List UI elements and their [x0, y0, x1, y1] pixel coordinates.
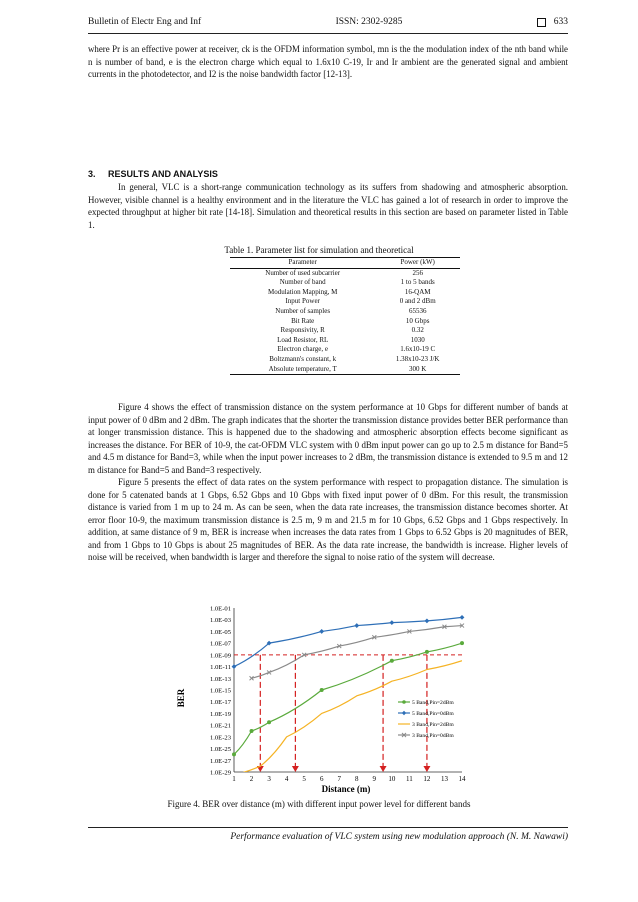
page-footer: Performance evaluation of VLC system using new modulation approach (N. M. Nawawi): [230, 832, 568, 842]
parameter-cell: Absolute temperature, T: [230, 365, 375, 375]
parameter-cell: Number of used subcarrier: [265, 268, 341, 277]
value-cell: 0 and 2 dBm: [399, 297, 436, 306]
table-row: [230, 336, 460, 346]
value-cell: 1 to 5 bands: [400, 278, 435, 287]
x-axis-label: Distance (m): [321, 784, 371, 794]
data-point: [460, 615, 465, 620]
table-body: [230, 268, 460, 375]
parameter-table: [230, 257, 460, 375]
table-row: [230, 365, 460, 375]
value-cell: 1.6x10-19 C: [400, 345, 436, 354]
x-tick-label: 4: [284, 775, 289, 783]
x-tick-label: 10: [388, 775, 396, 783]
x-tick-label: 3: [267, 775, 271, 783]
journal-name: Bulletin of Electr Eng and Inf: [88, 17, 202, 27]
table-header-row: [230, 258, 460, 269]
series-3: [234, 661, 462, 775]
results-paragraphs: [88, 401, 568, 564]
x-tick-label: 9: [372, 775, 377, 783]
table-row: [230, 297, 460, 307]
table-row: [230, 288, 460, 298]
y-tick-label: 1.0E-25: [209, 746, 231, 754]
data-point: [425, 618, 430, 623]
value-cell: 1.38x10-23 J/K: [395, 354, 440, 363]
legend-label: 5 Band,Pin=0dBm: [412, 711, 454, 718]
series-line: [234, 661, 462, 775]
data-point: [425, 650, 429, 654]
parameter-cell: Responsivity, R: [280, 326, 325, 335]
footer-rule: [88, 827, 568, 828]
y-tick-label: 1.0E-11: [210, 664, 231, 672]
y-tick-label: 1.0E-21: [209, 722, 231, 730]
y-tick-label: 1.0E-03: [209, 617, 231, 625]
parameter-cell: Load Resistor, RL: [277, 335, 329, 344]
y-tick-label: 1.0E-17: [209, 699, 231, 707]
x-tick-label: 8: [355, 775, 359, 783]
data-point: [319, 629, 324, 634]
value-cell: 1030: [410, 335, 425, 344]
section-title: 3. RESULTS AND ANALYSIS: [88, 169, 218, 179]
parameter-cell: Electron charge, e: [277, 345, 328, 354]
parameter-cell: Bit Rate: [291, 316, 315, 325]
table-row: [230, 326, 460, 336]
chart-axes: [210, 606, 466, 784]
table-row: [230, 317, 460, 327]
y-axis-label: BER: [176, 688, 186, 708]
data-point: [320, 688, 324, 692]
table-header-cell: Power (kW): [375, 258, 460, 269]
parameter-cell: Number of samples: [275, 306, 331, 315]
threshold-arrow-icon: [423, 766, 430, 772]
data-point: [250, 729, 254, 733]
data-point: [267, 720, 271, 724]
x-tick-label: 7: [337, 775, 341, 783]
page-header: [88, 14, 568, 30]
x-tick-label: 1: [232, 775, 236, 783]
table-caption: Table 1. Parameter list for simulation and theoretical: [224, 245, 414, 255]
threshold-arrow-icon: [380, 766, 387, 772]
table-row: [230, 278, 460, 288]
data-point: [389, 620, 394, 625]
data-point: [460, 641, 464, 645]
ber-distance-chart: [170, 598, 470, 794]
value-cell: 65536: [408, 306, 427, 315]
parameter-cell: Modulation Mapping, M: [267, 287, 338, 296]
y-tick-label: 1.0E-05: [209, 628, 231, 636]
y-tick-label: 1.0E-15: [209, 687, 231, 695]
x-tick-label: 5: [302, 775, 306, 783]
y-tick-label: 1.0E-09: [209, 652, 231, 660]
threshold-arrow-icon: [292, 766, 299, 772]
value-cell: 256: [412, 268, 423, 277]
chart-legend: [398, 700, 454, 739]
page-number-group: [537, 17, 568, 27]
data-point: [390, 659, 394, 663]
legend-marker: [402, 711, 406, 715]
table-row: [230, 345, 460, 355]
y-tick-label: 1.0E-19: [209, 710, 231, 718]
header-rule: [88, 33, 568, 34]
y-tick-label: 1.0E-13: [209, 675, 231, 683]
table-row: [230, 355, 460, 365]
series-4: [250, 624, 464, 681]
legend-label: 3 Band,Pin=2dBm: [412, 722, 454, 729]
data-point: [232, 752, 236, 756]
page-number: 633: [553, 17, 568, 27]
parameter-cell: Input Power: [285, 297, 320, 306]
y-tick-label: 1.0E-29: [209, 769, 231, 777]
parameter-cell: Boltzmann's constant, k: [269, 354, 337, 363]
legend-label: 5 Band,Pin=2dBm: [412, 700, 454, 707]
table-row: [230, 307, 460, 317]
checkbox-square-icon: [537, 18, 546, 27]
table-header-cell: Parameter: [230, 258, 375, 269]
paragraph-figure-5: Figure 5 presents the effect of data rates on the system performance with respect to propagation distance. The simulation is done for 5 catenated bands at 1 Gbps, 6.52 Gbps and 10 Gbps with fixed input power of 0 dBm. For this result, the transmission distance is varied from 1 m up to 24 m. As can be seen, when the data rate increases, the transmission distance becomes shorter. At error floor 10-9, the maximum transmission distance is 2.5 m, 9 m and 21.5 m for 10 Gbps, 6.52 Gbps and 1 Gbps respectively. In addition, at same distance of 9 m, BER is increase when increases the data rates from 1 Gbps to 6.52 Gbps is 20 magnitudes of BER, and from 1 Gbps to 10 Gbps is about 25 magnitudes of BER. As the data rate increase, the bandwidth is increase. Higher levels of noise will be received, when bandwidth is larger and therefore the signal to noise ratio of the system will decrease.: [88, 477, 568, 562]
series-2: [232, 615, 465, 669]
y-tick-label: 1.0E-01: [209, 605, 231, 613]
x-tick-label: 14: [458, 775, 466, 783]
value-cell: 10 Gbps: [405, 316, 430, 325]
legend-label: 3 Band,Pin=0dBm: [412, 733, 454, 740]
y-tick-label: 1.0E-27: [209, 757, 231, 765]
x-tick-label: 11: [406, 775, 413, 783]
value-cell: 16-QAM: [404, 287, 431, 296]
section-paragraph: In general, VLC is a short-range communication technology as its suffers from shadowing and atmospheric absorption. However, visible channel is a healthy environment and in the literature the VLC has gained a lot of research in order to improve the expected throughput at higher bit rate [14-18]. Simulation and theoretical results in this section are based on parameter listed in Table 1.: [88, 182, 568, 230]
series-line: [252, 626, 462, 679]
issn: ISSN: 2302-9285: [335, 17, 403, 27]
parameter-cell: Number of band: [279, 278, 326, 287]
x-tick-label: 12: [423, 775, 431, 783]
x-tick-label: 2: [249, 775, 254, 783]
intro-paragraph: where Pr is an effective power at receiver, ck is the OFDM information symbol, mn is the the modulation index of the nth band while n is number of band, e is the electron charge which equal to 1.6x10 C-19, Ir and Ir ambient are the generated signal and ambient currents in the photodetector, and I2 is the noise bandwidth factor [12-13].: [88, 44, 568, 79]
y-tick-label: 1.0E-23: [209, 734, 231, 742]
legend-marker: [402, 700, 406, 704]
y-tick-label: 1.0E-07: [209, 640, 231, 648]
table-row: [230, 268, 460, 278]
x-tick-label: 13: [440, 775, 448, 783]
paragraph-figure-4: Figure 4 shows the effect of transmission distance on the system performance at 10 Gbps for different number of bands at input power of 0 dBm and 2 dBm. The graph indicates that the shorter the transmission distance provides better BER performance than at longer transmission distance. This is happened due to the shadowing and atmospheric absorption effects become significant as increases the distance. For BER of 10-9, the cat-OFDM VLC system with 0 dBm input power can go up to 2.5 m distance for Band=5 and 4.5 m distance for Band=3, while when the input power increases to 2 dBm, the transmission distance is extended to 9.5 m and 12 m distance for Band=5 and Band=3 respectively.: [88, 402, 568, 475]
chart-series: [232, 615, 465, 775]
data-point: [354, 623, 359, 628]
figure-caption: Figure 4. BER over distance (m) with different input power level for different bands: [167, 799, 471, 809]
value-cell: 0.32: [411, 326, 424, 335]
value-cell: 300 K: [375, 365, 460, 375]
x-tick-label: 6: [319, 775, 324, 783]
data-point: [232, 664, 237, 669]
